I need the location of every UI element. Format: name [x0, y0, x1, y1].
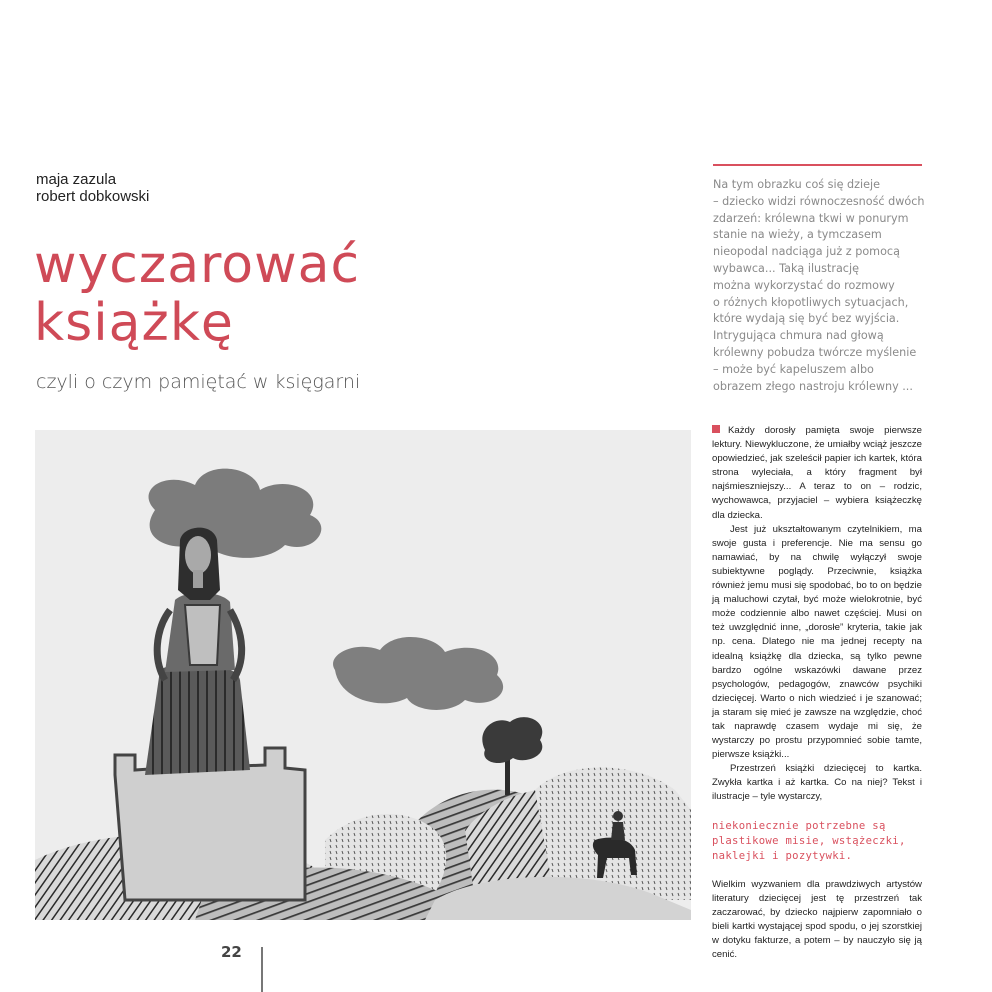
author-name: maja zazula: [36, 171, 117, 188]
intro-caption: [713, 177, 925, 395]
intro-line: obrazem złego nastroju królewny ...: [713, 379, 913, 393]
article-body: [712, 424, 922, 962]
title-line: wyczarować: [34, 235, 361, 295]
intro-line: o różnych kłopotliwych sytuacjach,: [713, 295, 909, 309]
authors: [36, 171, 149, 205]
author-name: robert dobkowski: [36, 188, 150, 205]
intro-line: Na tym obrazku coś się dzieje: [713, 178, 881, 191]
intro-line: nieopodal nadciąga już z pomocą: [713, 245, 900, 259]
page-number: 22: [221, 943, 242, 961]
intro-line: zdarzeń: królewna tkwi w ponurym: [713, 211, 909, 225]
intro-divider: [713, 164, 922, 166]
body-paragraph: Przestrzeń książki dziecięcej to kartka. Zwykła kartka i aż kartka. Co na niej? Tekst i ilustracje – tyle wystarczy,: [712, 763, 922, 803]
intro-line: stanie na wieży, a tymczasem: [713, 228, 882, 242]
article-title: [34, 236, 360, 352]
intro-line: które wydają się być bez wyjścia.: [713, 312, 900, 326]
intro-line: – dziecko widzi równoczesność dwóch: [713, 194, 925, 208]
intro-line: – może być kapeluszem albo: [713, 362, 874, 376]
intro-line: wybawca... Taką ilustrację: [713, 261, 859, 275]
article-subtitle: czyli o czym pamiętać w księgarni: [36, 371, 361, 393]
title-line: książkę: [34, 293, 234, 353]
fairy-tale-illustration: [35, 430, 691, 920]
body-paragraph: Jest już ukształtowanym czytelnikiem, ma swoje gusta i preferencje. Nie ma sensu go namawiać, by na chwilę wyłączył swoje subiektywne poglądy. Przeciwnie, książka również jemu musi się spodobać, bo to on będzie ją maluchowi czytał, być może wielokrotnie, być może codziennie albo nawet częściej. Musi on też uwzględnić inne, „dorosłe” kryteria, takie jak np. cena. Dlatego nie ma jednej recepty na idealną książkę dla dziecka, są tylko pewne bardzo ogólne wskazówki dawane przez psychologów, pedagogów, znawców psychiki dziecięcej. Warto o nich wiedzieć i je szanować; ja staram się mieć je zawsze na względzie, choć tak naprawdę czasem wydaje mi się, że wystarczy po prostu przypomnieć sobie tamte, pierwsze książki...: [712, 523, 922, 761]
intro-line: Intrygująca chmura nad głową: [713, 329, 884, 343]
intro-line: można wykorzystać do rozmowy: [713, 278, 895, 292]
body-paragraph: Każdy dorosły pamięta swoje pierwsze lektury. Niewykluczone, że umiałby wciąż jeszcze opowiedzieć, jak szeleścił papier ich kartek, która strona wyleciała, a który fragment był najśmieszniejszy... A teraz to on – rodzic, wychowawca, przyjaciel – wybiera książeczkę dla dziecka.: [712, 425, 922, 521]
red-square-bullet-icon: [712, 425, 720, 433]
pull-quote: niekoniecznie potrzebne są plastikowe misie, wstążeczki, naklejki i pozytywki.: [712, 819, 906, 862]
body-paragraph: Wielkim wyzwaniem dla prawdziwych artystów literatury dziecięcej jest tę przestrzeń tak zaczarować, by dziecko najpierw zapomniało o bieli kartki wystającej spod spodu, o jej szorstkiej w dotyku fakturze, a potem – by nauczyło się ją cenić.: [712, 878, 922, 960]
page-number-divider: [261, 947, 263, 992]
intro-line: królewny pobudza twórcze myślenie: [713, 345, 917, 359]
